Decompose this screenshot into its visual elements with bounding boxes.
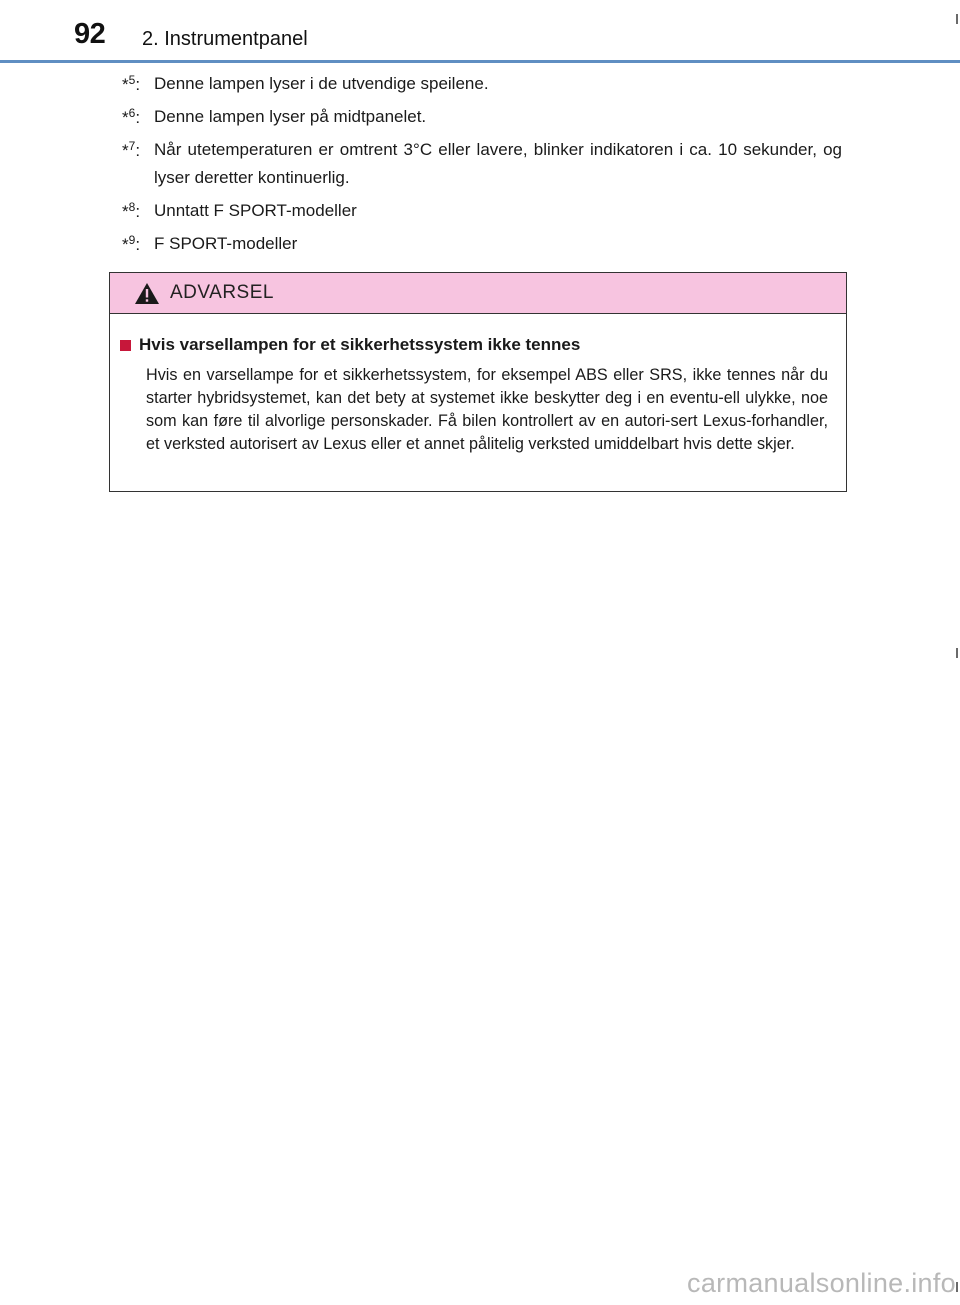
crop-mark	[956, 1282, 958, 1292]
footnote-text: F SPORT-modeller	[154, 234, 298, 253]
warning-subtitle: Hvis varsellampen for et sikkerhetssystem ikke tennes	[139, 335, 581, 354]
page-number: 92	[74, 18, 106, 50]
footnote-marker: *$^7$:	[122, 139, 141, 160]
header-divider	[0, 60, 960, 63]
warning-header	[110, 273, 846, 314]
footnote-item	[122, 70, 842, 98]
crop-mark	[956, 648, 958, 658]
footnote-text: Unntatt F SPORT-modeller	[154, 201, 357, 220]
warning-subtitle-row	[120, 332, 828, 358]
page-header	[0, 0, 960, 62]
warning-body	[110, 314, 846, 456]
square-bullet-icon	[120, 340, 131, 351]
footnote-marker: *$^6$:	[122, 106, 141, 127]
footnote-marker: *$^5$:	[122, 73, 141, 94]
footnote-list	[122, 70, 842, 263]
watermark: carmanualsonline.info	[687, 1268, 956, 1298]
footnote-item	[122, 103, 842, 131]
footnote-item	[122, 230, 842, 258]
footnote-marker: *$^9$:	[122, 233, 141, 254]
footnote-text: Når utetemperaturen er omtrent 3°C eller lavere, blinker indikatoren i ca. 10 sekunder, og lyser deretter kontinuerlig.	[154, 140, 842, 187]
warning-box	[109, 272, 847, 492]
footnote-text: Denne lampen lyser i de utvendige speilene.	[154, 74, 489, 93]
footnote-marker: *$^8$:	[122, 200, 141, 221]
warning-text: Hvis en varsellampe for et sikkerhetssystem, for eksempel ABS eller SRS, ikke tennes når du starter hybridsystemet, kan det bety at systemet ikke beskytter deg i en eventu-ell ulykke, noe som kan føre til alvorlige personskader. Få bilen kontrollert av en autori-sert Lexus-forhandler, et verksted autorisert av Lexus eller et annet pålitelig verksted umiddelbart hvis dette skjer.	[146, 366, 828, 453]
warning-triangle-icon	[134, 282, 160, 305]
footnote-text: Denne lampen lyser på midtpanelet.	[154, 107, 427, 126]
crop-mark	[956, 14, 958, 24]
section-title: 2. Instrumentpanel	[142, 28, 308, 50]
footnote-item	[122, 197, 842, 225]
footnote-item	[122, 136, 842, 192]
warning-title: ADVARSEL	[170, 282, 274, 303]
